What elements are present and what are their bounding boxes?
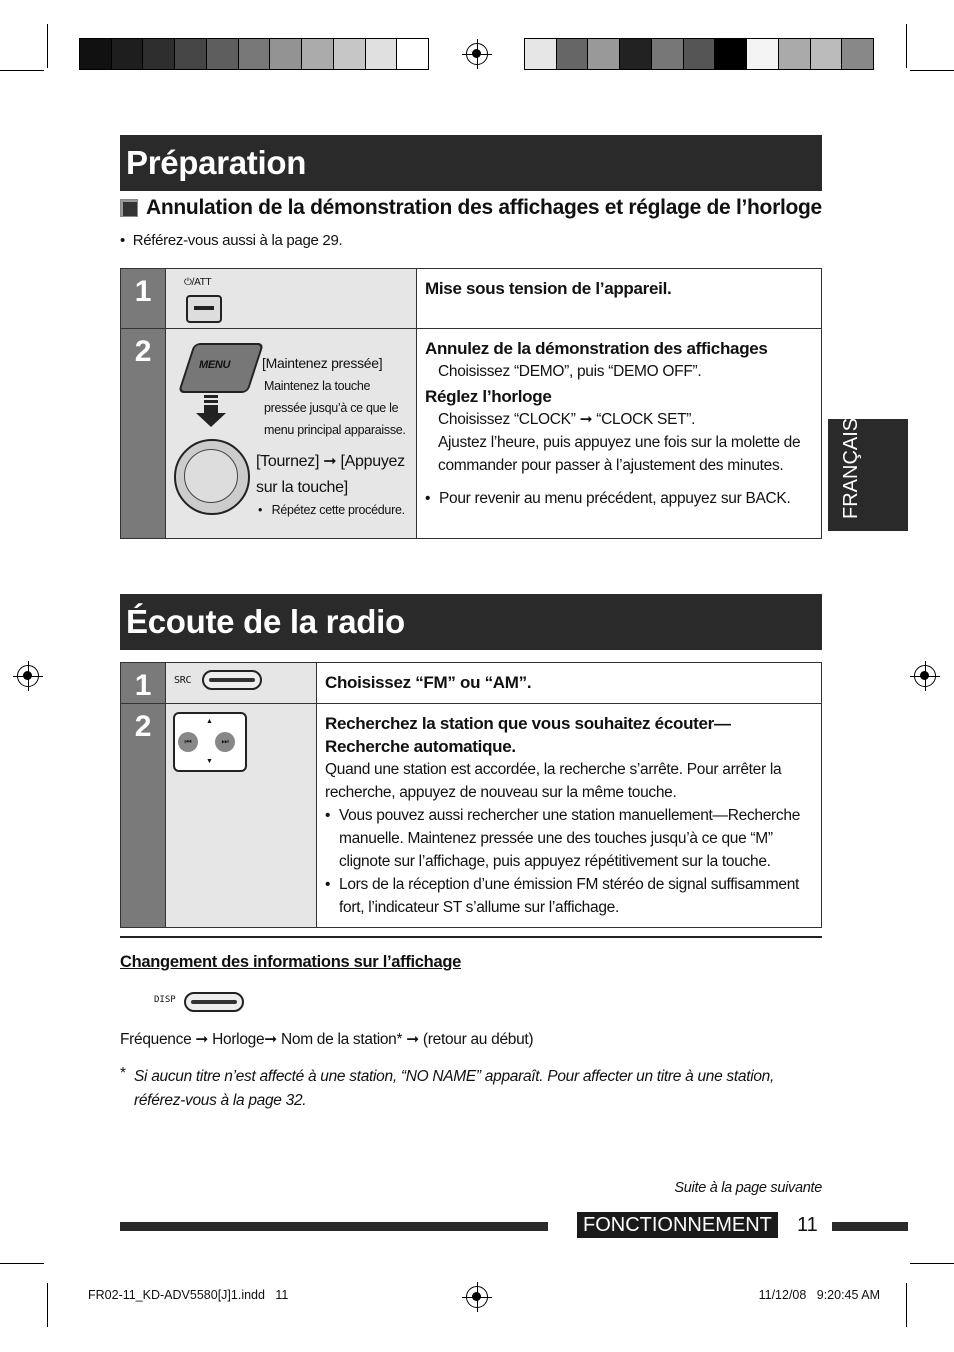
footnote-mark: * [120,1065,126,1082]
disp-button[interactable] [184,992,244,1012]
turn-press-instruction: [Tournez] ➞ [Appuyez sur la touche] [256,453,405,496]
square-bullet-icon [120,199,138,217]
disp-label: DISP [154,995,176,1005]
step-row [121,329,822,539]
continued-note: Suite à la page suivante [674,1180,822,1196]
demo-instruction: Choisissez “DEMO”, puis “DEMO OFF”. [438,363,702,380]
crop-mark [906,24,907,68]
print-date: 11/12/08 9:20:45 AM [758,1288,880,1302]
section-title-preparation: Préparation [120,135,822,191]
step-illustration [166,704,317,928]
step-row [121,663,822,704]
src-button[interactable] [202,670,262,690]
menu-button-label: MENU [198,359,231,371]
step-title: Mise sous tension de l’appareil. [425,279,672,298]
step-text [417,329,822,539]
file-info: FR02-11_KD-ADV5580[J]1.indd 11 [88,1288,289,1302]
section-title-radio: Écoute de la radio [120,594,822,650]
divider [120,936,822,938]
color-bar-left [79,38,429,70]
crop-mark [906,1283,907,1327]
footer-bar-left [120,1222,548,1231]
power-att-label: ⏻/ATT [184,277,212,288]
step-illustration [166,663,317,704]
language-tab-label: FRANÇAIS [840,417,862,519]
language-tab [828,419,908,531]
control-dial[interactable] [174,439,250,515]
hold-label: [Maintenez pressée] [262,355,383,371]
clock-instruction: Choisissez “CLOCK” ➞ “CLOCK SET”. [438,411,696,428]
step-number: 2 [121,329,166,539]
demo-heading: Annulez de la démonstration des affichages [425,339,768,358]
manual-search-note: • Vous pouvez aussi rechercher une station manuellement—Recherche manuelle. Maintenez pressée une des touches jusqu’à ce que “M” clignote sur l’affichage, puis appuyez répétitivement sur la touche. [325,804,813,873]
reference-note: • Référez-vous aussi à la page 29. [120,232,343,249]
crop-mark [910,70,954,71]
power-att-button[interactable] [186,295,222,323]
step-title: Choisissez “FM” ou “AM”. [325,673,532,692]
display-sequence: Fréquence ➞ Horloge➞ Nom de la station* ➞ (retour au début) [120,1031,534,1048]
seek-forward-icon[interactable]: ⏭ [215,732,235,752]
crop-mark [47,24,48,68]
footer-bar-right [832,1222,908,1231]
repeat-note: • Répétez cette procédure. [258,503,405,517]
registration-mark-icon [466,43,488,65]
step-number: 1 [121,663,166,704]
section-label: FONCTIONNEMENT [577,1212,778,1238]
step-illustration [166,269,417,329]
radio-steps-table [120,662,822,928]
step-row [121,269,822,329]
menu-button[interactable] [178,343,264,393]
src-label: SRC [174,675,192,686]
step-row [121,704,822,928]
crop-mark [0,70,44,71]
down-arrow-icon [194,395,228,429]
registration-mark-icon [17,665,39,687]
step-number: 2 [121,704,166,928]
hold-description: Maintenez la touche pressée jusqu’à ce que le menu principal apparaisse. [264,379,406,437]
clock-heading: Réglez l’horloge [425,387,552,406]
back-note: • Pour revenir au menu précédent, appuyez sur BACK. [425,487,813,510]
stereo-note: • Lors de la réception d’une émission FM stéréo de signal suffisamment fort, l’indicateur ST s’allume sur l’affichage. [325,873,813,919]
step-illustration [166,329,417,539]
step-text [317,663,822,704]
color-bar-right [524,38,874,70]
search-description: Quand une station est accordée, la recherche s’arrête. Pour arrêter la recherche, appuyez de nouveau sur la même touche. [325,761,782,801]
step-text [417,269,822,329]
display-change-title: Changement des informations sur l’affichage [120,953,461,971]
step-title: Recherchez la station que vous souhaitez écouter—Recherche automatique. [325,714,731,756]
subsection-title: Annulation de la démonstration des affichages et réglage de l’horloge [146,196,822,219]
subsection-heading [120,196,822,220]
reference-text: Référez-vous aussi à la page 29. [132,232,343,249]
repeat-text: Répétez cette procédure. [271,503,405,517]
preparation-steps-table [120,268,822,539]
crop-mark [47,1283,48,1327]
registration-mark-icon [466,1286,488,1308]
step-text [317,704,822,928]
seek-back-icon[interactable]: ⏮ [178,732,198,752]
page-number: 11 [797,1214,818,1236]
seek-buttons-panel: ▲ ▼ ⏮ ⏭ [173,712,247,772]
step-number: 1 [121,269,166,329]
crop-mark [910,1263,954,1264]
footnote-text: Si aucun titre n’est affecté à une station, “NO NAME” apparaît. Pour affecter un titre à une station, référez-vous à la page 32. [134,1068,774,1109]
clock-adjust-instruction: Ajustez l’heure, puis appuyez une fois sur la molette de commander pour passer à l’ajustement des minutes. [438,434,801,474]
crop-mark [0,1263,44,1264]
registration-mark-icon [914,665,936,687]
